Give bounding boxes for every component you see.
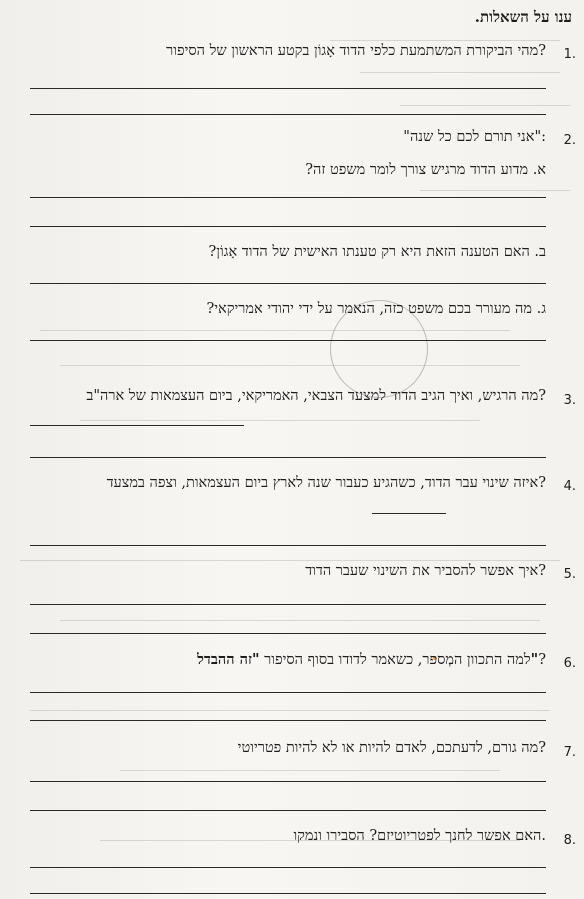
question-text: האם אפשר לחנך לפטריוטיזם? הסבירו ונמקו. xyxy=(293,828,546,844)
answer-line[interactable] xyxy=(30,604,546,605)
question-part-a: א. מדוע הדוד מרגיש צורך לומר משפט זה? xyxy=(305,162,546,178)
question-text: איך אפשר להסביר את השינוי שעבר הדוד? xyxy=(305,563,546,579)
question-text: "אני תורם לכם כל שנה": xyxy=(403,129,546,145)
answer-line[interactable] xyxy=(30,720,546,721)
question-number: 6. xyxy=(563,656,576,671)
answer-line[interactable] xyxy=(30,283,546,284)
question-number: 5. xyxy=(563,567,576,582)
question-text-main: למה התכוון המְספר, כשאמר לדודו בסוף הסיפור xyxy=(259,652,531,668)
question-text: מה הרגיש, ואיך הגיב הדוד למצעד הצבאי, האמריקאי, ביום העצמאות של ארה"ב? xyxy=(86,388,546,404)
answer-line[interactable] xyxy=(30,114,546,115)
answer-line[interactable] xyxy=(30,340,546,341)
answer-line[interactable] xyxy=(30,692,546,693)
question-text xyxy=(6,645,546,675)
answer-line-inline[interactable] xyxy=(372,513,446,514)
question-text: מהי הביקורת המשתמעת כלפי הדוד אָגוֹן בקטע הראשון של הסיפור? xyxy=(166,43,546,59)
question-number: 8. xyxy=(563,833,576,848)
question-number: 4. xyxy=(563,479,576,494)
answer-line[interactable] xyxy=(30,867,546,868)
answer-line[interactable] xyxy=(30,457,546,458)
question-text-end: ? xyxy=(538,652,546,668)
question-part-b: ב. האם הטענה הזאת היא רק טענתו האישית של הדוד אָגוֹן? xyxy=(208,244,546,260)
question-quote: "זה ההבדל" xyxy=(197,651,539,668)
answer-line[interactable] xyxy=(30,633,546,634)
answer-line[interactable] xyxy=(30,545,546,546)
answer-line[interactable] xyxy=(30,893,546,894)
question-number: 7. xyxy=(563,745,576,760)
answer-line[interactable] xyxy=(30,197,546,198)
answer-line[interactable] xyxy=(30,781,546,782)
question-text: איזה שינוי עבר הדוד, כשהגיע כעבור שנה לארץ ביום העצמאות, וצפה במצעד? xyxy=(106,475,546,491)
question-number: 3. xyxy=(563,393,576,408)
answer-line[interactable] xyxy=(30,810,546,811)
answer-line[interactable] xyxy=(30,226,546,227)
question-number: 2. xyxy=(563,133,576,148)
worksheet-heading: ענו על השאלות. xyxy=(474,8,572,26)
question-text: מה גורם, לדעתכם, לאדם להיות או לא להיות פטריוטי? xyxy=(237,740,546,756)
answer-line-inline[interactable] xyxy=(30,425,244,426)
answer-line[interactable] xyxy=(30,88,546,89)
question-part-c: ג. מה מעורר בכם משפט כזה, הנאמר על ידי יהודי אמריקאי? xyxy=(206,301,546,317)
question-number: 1. xyxy=(563,47,576,62)
